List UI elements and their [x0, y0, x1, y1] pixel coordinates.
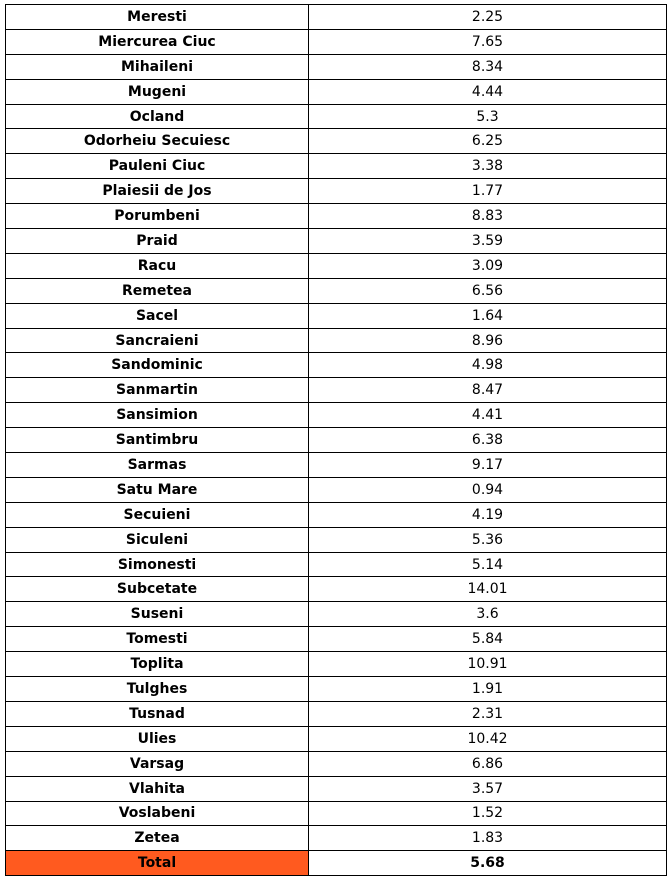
locality-name-cell: Sanmartin: [6, 378, 309, 403]
table-row: [6, 79, 667, 104]
table-row: [6, 229, 667, 254]
locality-name-cell: Racu: [6, 253, 309, 278]
locality-name-cell: Plaiesii de Jos: [6, 179, 309, 204]
locality-name-cell: Vlahita: [6, 776, 309, 801]
locality-name-cell: Secuieni: [6, 502, 309, 527]
table-body: [6, 5, 667, 876]
value-cell: 3.59: [309, 229, 667, 254]
locality-name-cell: Simonesti: [6, 552, 309, 577]
locality-name-cell: Sandominic: [6, 353, 309, 378]
value-cell: 3.57: [309, 776, 667, 801]
locality-name-cell: Sansimion: [6, 403, 309, 428]
table-row: [6, 627, 667, 652]
locality-name-cell: Meresti: [6, 5, 309, 30]
locality-name-cell: Ocland: [6, 104, 309, 129]
value-cell: 8.96: [309, 328, 667, 353]
value-cell: 3.38: [309, 154, 667, 179]
value-cell: 10.91: [309, 652, 667, 677]
table-row: [6, 453, 667, 478]
locality-name-cell: Tulghes: [6, 677, 309, 702]
locality-name-cell: Toplita: [6, 652, 309, 677]
locality-name-cell: Tomesti: [6, 627, 309, 652]
table-row: [6, 179, 667, 204]
value-cell: 1.64: [309, 303, 667, 328]
locality-name-cell: Ulies: [6, 726, 309, 751]
table-row: [6, 29, 667, 54]
table-row: [6, 502, 667, 527]
locality-name-cell: Pauleni Ciuc: [6, 154, 309, 179]
locality-name-cell: Praid: [6, 229, 309, 254]
total-row: [6, 851, 667, 876]
value-cell: 5.84: [309, 627, 667, 652]
value-cell: 9.17: [309, 453, 667, 478]
locality-name-cell: Odorheiu Secuiesc: [6, 129, 309, 154]
locality-name-cell: Tusnad: [6, 701, 309, 726]
table-row: [6, 701, 667, 726]
value-cell: 5.3: [309, 104, 667, 129]
value-cell: 5.14: [309, 552, 667, 577]
value-cell: 3.6: [309, 602, 667, 627]
value-cell: 2.25: [309, 5, 667, 30]
value-cell: 4.19: [309, 502, 667, 527]
total-label-cell: Total: [6, 851, 309, 876]
table-row: [6, 353, 667, 378]
table-row: [6, 403, 667, 428]
locality-name-cell: Santimbru: [6, 428, 309, 453]
locality-name-cell: Mihaileni: [6, 54, 309, 79]
locality-name-cell: Voslabeni: [6, 801, 309, 826]
locality-name-cell: Mugeni: [6, 79, 309, 104]
value-cell: 2.31: [309, 701, 667, 726]
value-cell: 14.01: [309, 577, 667, 602]
value-cell: 6.56: [309, 278, 667, 303]
value-cell: 8.47: [309, 378, 667, 403]
value-cell: 0.94: [309, 477, 667, 502]
table-row: [6, 204, 667, 229]
table-row: [6, 726, 667, 751]
value-cell: 1.52: [309, 801, 667, 826]
value-cell: 4.41: [309, 403, 667, 428]
value-cell: 1.91: [309, 677, 667, 702]
value-cell: 8.83: [309, 204, 667, 229]
locality-name-cell: Remetea: [6, 278, 309, 303]
table-row: [6, 602, 667, 627]
locality-name-cell: Subcetate: [6, 577, 309, 602]
table-row: [6, 428, 667, 453]
table-row: [6, 5, 667, 30]
table-row: [6, 826, 667, 851]
table-row: [6, 751, 667, 776]
locality-name-cell: Sancraieni: [6, 328, 309, 353]
table-row: [6, 328, 667, 353]
locality-name-cell: Sarmas: [6, 453, 309, 478]
table-row: [6, 303, 667, 328]
value-cell: 6.38: [309, 428, 667, 453]
value-cell: 1.83: [309, 826, 667, 851]
table-row: [6, 652, 667, 677]
table-row: [6, 104, 667, 129]
data-table: [5, 4, 667, 876]
value-cell: 3.09: [309, 253, 667, 278]
table-row: [6, 54, 667, 79]
table-row: [6, 527, 667, 552]
value-cell: 8.34: [309, 54, 667, 79]
locality-name-cell: Varsag: [6, 751, 309, 776]
table-row: [6, 253, 667, 278]
value-cell: 6.25: [309, 129, 667, 154]
locality-name-cell: Porumbeni: [6, 204, 309, 229]
table-row: [6, 776, 667, 801]
table-row: [6, 129, 667, 154]
value-cell: 10.42: [309, 726, 667, 751]
value-cell: 4.44: [309, 79, 667, 104]
value-cell: 1.77: [309, 179, 667, 204]
table-row: [6, 577, 667, 602]
table-row: [6, 477, 667, 502]
table-row: [6, 154, 667, 179]
value-cell: 4.98: [309, 353, 667, 378]
table-row: [6, 677, 667, 702]
table-row: [6, 378, 667, 403]
locality-name-cell: Zetea: [6, 826, 309, 851]
table-row: [6, 278, 667, 303]
value-cell: 5.36: [309, 527, 667, 552]
locality-name-cell: Miercurea Ciuc: [6, 29, 309, 54]
total-value-cell: 5.68: [309, 851, 667, 876]
value-cell: 6.86: [309, 751, 667, 776]
table-row: [6, 552, 667, 577]
locality-name-cell: Siculeni: [6, 527, 309, 552]
value-cell: 7.65: [309, 29, 667, 54]
locality-name-cell: Sacel: [6, 303, 309, 328]
locality-name-cell: Suseni: [6, 602, 309, 627]
table-row: [6, 801, 667, 826]
locality-name-cell: Satu Mare: [6, 477, 309, 502]
